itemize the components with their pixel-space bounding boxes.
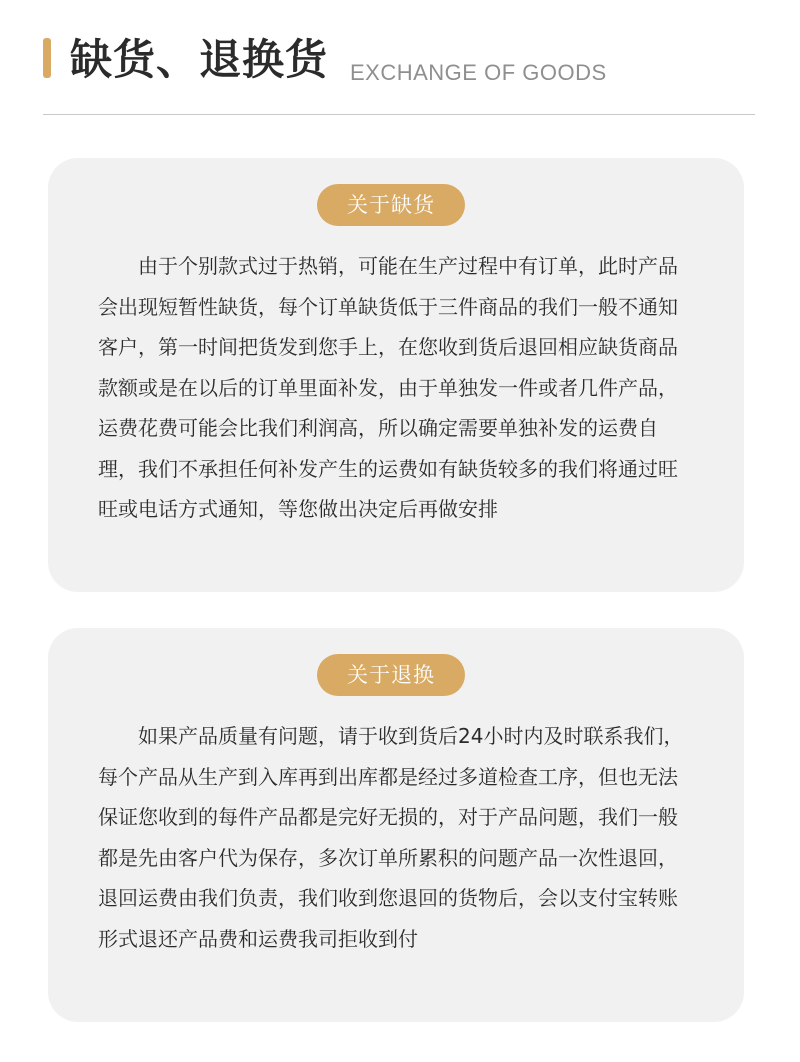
- return-badge: 关于退换: [317, 654, 465, 696]
- page-subtitle: EXCHANGE OF GOODS: [350, 60, 607, 85]
- page-title: 缺货、退换货: [70, 35, 329, 84]
- shortage-card: [48, 158, 744, 592]
- shortage-badge: 关于缺货: [317, 184, 465, 226]
- shortage-text: 由于个别款式过于热销，可能在生产过程中有订单，此时产品会出现短暂性缺货，每个订单缺货低于三件商品的我们一般不通知客户，第一时间把货发到您手上，在您收到货后退回相应缺货商品款额或是在以后的订单里面补发，由于单独发一件或者几件产品，运费花费可能会比我们利润高，所以确定需要单独补发的运费自理，我们不承担任何补发产生的运费如有缺货较多的我们将通过旺旺或电话方式通知，等您做出决定后再做安排: [98, 254, 678, 521]
- header-divider: [43, 114, 755, 115]
- return-card: [48, 628, 744, 1022]
- section-header: [43, 30, 755, 90]
- return-text: 如果产品质量有问题，请于收到货后24小时内及时联系我们，每个产品从生产到入库再到出库都是经过多道检查工序，但也无法保证您收到的每件产品都是完好无损的，对于产品问题，我们一般都是先由客户代为保存，多次订单所累积的问题产品一次性退回，退回运费由我们负责，我们收到您退回的货物后，会以支付宝转账形式退还产品费和运费我司拒收到付: [98, 724, 684, 951]
- header-accent-bar: [43, 38, 51, 78]
